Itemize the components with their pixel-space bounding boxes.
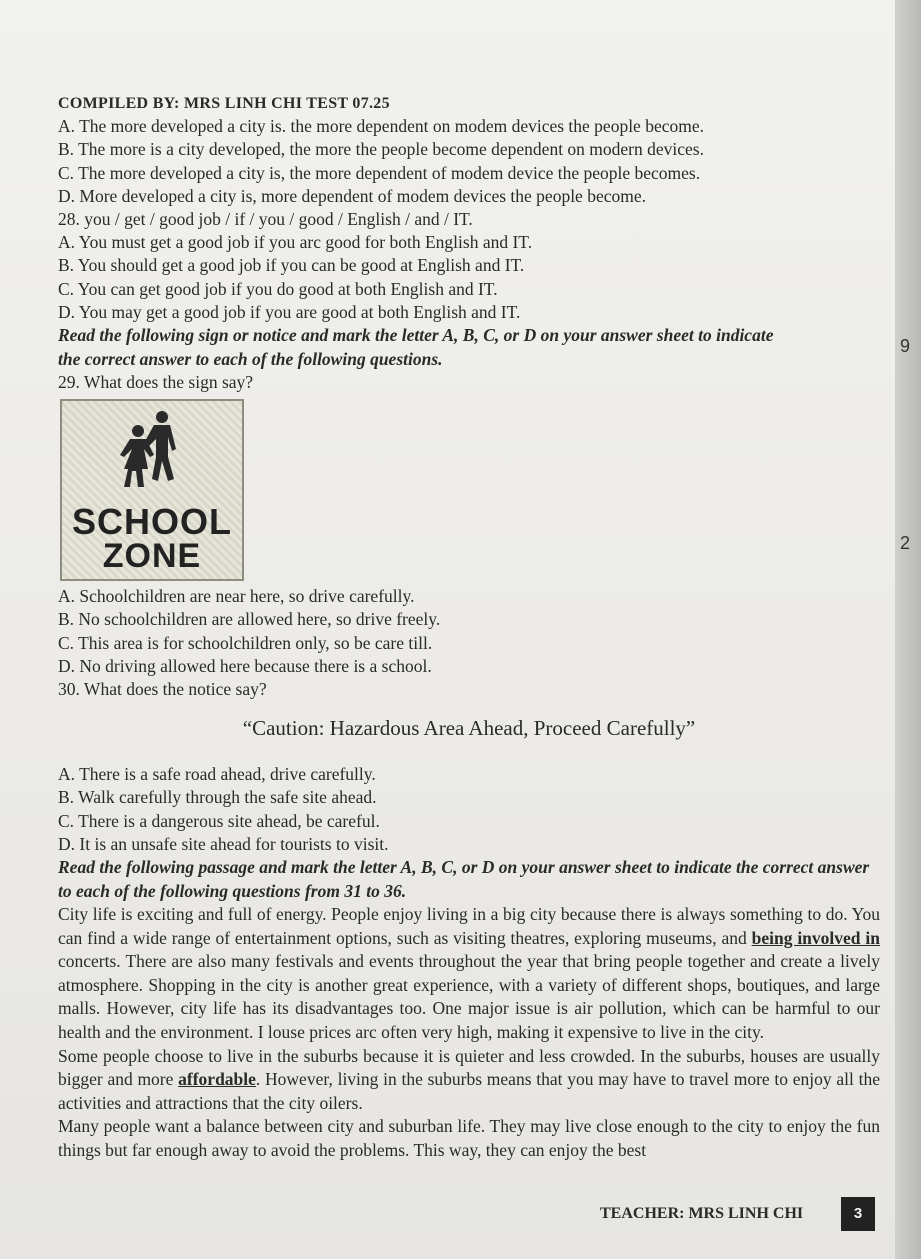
option-q28-c: C. You can get good job if you do good at both English and IT. xyxy=(58,278,498,299)
option-q28-b: B. You should get a good job if you can be good at English and IT. xyxy=(58,255,525,276)
question-30-stem: 30. What does the notice say? xyxy=(58,679,267,700)
question-29-stem: 29. What does the sign say? xyxy=(58,372,254,393)
children-crossing-icon xyxy=(110,409,194,501)
option-q30-c: C. There is a dangerous site ahead, be careful. xyxy=(58,810,380,831)
option-q30-d: D. It is an unsafe site ahead for tourists to visit. xyxy=(58,833,389,854)
option-q27-a: A. The more developed a city is. the more dependent on modem devices the people become. xyxy=(58,116,704,137)
footer-teacher: TEACHER: MRS LINH CHI xyxy=(600,1205,804,1222)
option-q29-d: D. No driving allowed here because there is a school. xyxy=(58,655,432,676)
option-q29-a: A. Schoolchildren are near here, so drive carefully. xyxy=(58,586,415,607)
option-q29-c: C. This area is for schoolchildren only, so be care till. xyxy=(58,632,433,653)
reading-passage xyxy=(58,903,880,1163)
instruction-sign-notice xyxy=(58,324,880,371)
question-28-stem: 28. you / get / good job / if / you / good / English / and / IT. xyxy=(58,209,473,230)
instruction-line: Read the following sign or notice and mark the letter A, B, C, or D on your answer sheet to indicate xyxy=(58,325,774,346)
underlined-word: affordable xyxy=(178,1069,256,1090)
edge-mark: 9 xyxy=(900,336,911,356)
underlined-phrase: being involved in xyxy=(751,927,880,948)
option-q27-d: D. More developed a city is, more dependent of modem devices the people become. xyxy=(58,185,646,206)
sign-text-school: SCHOOL xyxy=(71,501,232,543)
passage-paragraph-3: Many people want a balance between city and suburban life. They may live close enough to the city to enjoy the fun things but far enough away to avoid the problems. This way, they can enjoy the best xyxy=(58,1116,880,1160)
option-q27-c: C. The more developed a city is, the more dependent of modem device the people becomes. xyxy=(58,162,701,183)
option-q28-a: A. You must get a good job if you arc good for both English and IT. xyxy=(58,232,533,253)
edge-mark: 2 xyxy=(900,533,911,553)
option-q29-b: B. No schoolchildren are allowed here, so drive freely. xyxy=(58,609,441,630)
sign-text-zone: ZONE xyxy=(102,537,202,576)
option-q30-b: B. Walk carefully through the safe site ahead. xyxy=(58,787,377,808)
instruction-passage: Read the following passage and mark the letter A, B, C, or D on your answer sheet to indicate the correct answer to each of the following questions from 31 to 36. xyxy=(58,857,870,901)
caution-notice: “Caution: Hazardous Area Ahead, Proceed Carefully” xyxy=(242,716,696,741)
document-header: COMPILED BY: MRS LINH CHI TEST 07.25 xyxy=(58,95,390,112)
document-content xyxy=(58,92,880,1163)
option-q27-b: B. The more is a city developed, the more the people become dependent on modern devices. xyxy=(58,139,704,160)
school-zone-sign xyxy=(60,399,244,581)
instruction-line: the correct answer to each of the following questions. xyxy=(58,348,443,369)
passage-paragraph-1: City life is exciting and full of energy. People enjoy living in a big city because there is always something to do. You can find a wide range of entertainment options, such as visiting theatres, exploring museums, and being involved in concerts. There are also many festivals and events throughout the year that bring people together and create a lively atmosphere. Shopping in the city is another great experience, with a variety of different shops, boutiques, and large malls. However, city life has its disadvantages too. One major issue is air pollution, which can be harmful to our health and the environment. I louse prices arc often very high, making it expensive to live in the city. xyxy=(58,904,880,1043)
page-number: 3 xyxy=(841,1197,875,1231)
adjacent-page-edge xyxy=(895,0,921,1259)
option-q30-a: A. There is a safe road ahead, drive carefully. xyxy=(58,764,376,785)
passage-paragraph-2: Some people choose to live in the suburbs because it is quieter and less crowded. In the suburbs, houses are usually bigger and more affordable. However, living in the suburbs means that you may have to travel more to enjoy all the activities and attractions that the city oilers. xyxy=(58,1045,880,1113)
option-q28-d: D. You may get a good job if you are good at both English and IT. xyxy=(58,301,521,322)
